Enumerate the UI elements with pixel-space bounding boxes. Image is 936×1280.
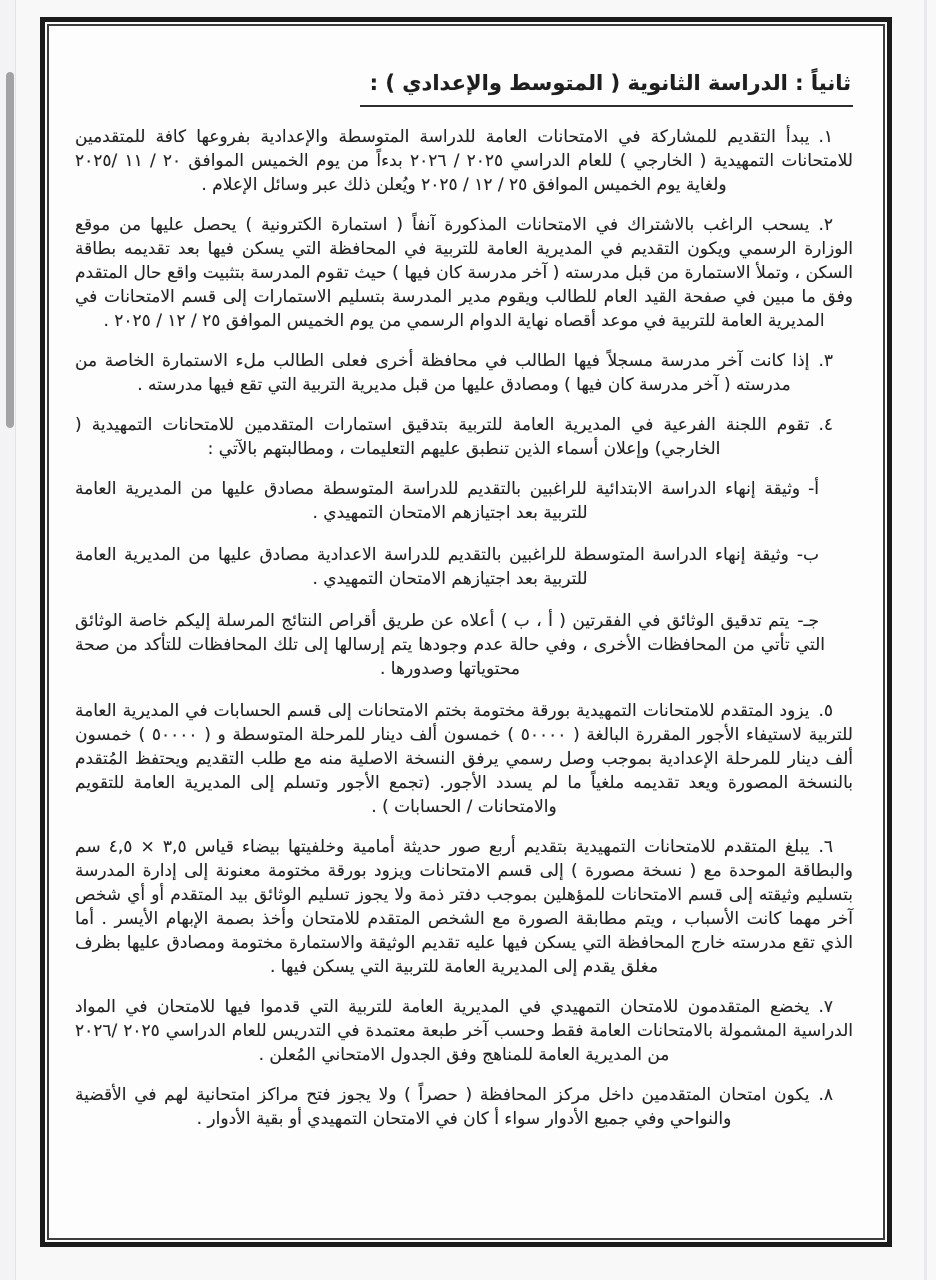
item-2-number: ٢. (818, 215, 833, 235)
item-1-number: ١. (818, 127, 833, 147)
subitem-a-text: وثيقة إنهاء الدراسة الابتدائية للراغبين بالتقديم للدراسة المتوسطة مصادق عليها من المديرية العامة للتربية بعد اجتيازهم الامتحان التمهيدي . (75, 479, 801, 523)
item-6-number: ٦. (818, 837, 833, 857)
document-content (49, 26, 883, 1238)
subitem-j-letter: جـ- (797, 611, 819, 631)
scrollbar-thumb[interactable] (6, 72, 14, 428)
item-5-text: يزود المتقدم للامتحانات التمهيدية بورقة مختومة بختم الامتحانات إلى قسم الحسابات في المديرية العامة للتربية لاستيفاء الأجور المقررة البالغة ( ٥٠٠٠٠ ) خمسون ألف دينار للمرحلة المتوسطة و ( ٥٠٠٠٠ ) خمسون ألف دينار للمرحلة الإعدادية بموجب وصل رسمي يرفق النسخة الاصلية منه مع طلب التقديم ويحتفظ المُتقدم بالنسخة المصورة ويعد تقديمه ملغياً ما لم يسدد الأجور. (تجمع الأجور وتسلم إلى المديرية العامة للتقويم والامتحانات / الحسابات ) . (75, 701, 853, 817)
subitem-b-letter: ب- (796, 545, 819, 565)
list-item-7 (75, 995, 853, 1067)
subitem-a-letter: أ- (808, 479, 819, 499)
item-8-text: يكون امتحان المتقدمين داخل مركز المحافظة ( حصراً ) ولا يجوز فتح مراكز امتحانية لهم في الأقضية والنواحي وفي جميع الأدوار سواء أ كان في الامتحان التمهيدي أو بقية الأدوار . (75, 1085, 810, 1129)
heading-row (75, 68, 853, 125)
item-3-number: ٣. (818, 351, 833, 371)
scrollbar-track[interactable] (0, 0, 16, 1280)
item-7-text: يخضع المتقدمون للامتحان التمهيدي في المديرية العامة للتربية التي قدموا فيها للامتحان في المواد الدراسية المشمولة بالامتحانات العامة فقط وحسب آخر طبعة معتمدة في التدريس للعام الدراسي ٢٠٢٥ /٢٠٢٦ من المديرية العامة للمناهج وفق الجدول الامتحاني المُعلن . (75, 997, 853, 1065)
list-item-2 (75, 213, 853, 333)
item-2-text: يسحب الراغب بالاشتراك في الامتحانات المذكورة آنفاً ( استمارة الكترونية ) يحصل عليها من موقع الوزارة الرسمي ويكون التقديم في المديرية العامة للتربية في المحافظة التي يسكن فيها بعد تقديمه بطاقة السكن ، وتملأ الاستمارة من قبل مدرسته ( آخر مدرسة كان فيها ) حيث تقوم المدرسة بتثبيت واقع حال المتقدم وفق ما مبين في صفحة القيد العام للطالب ويقوم مدير المدرسة بتسليم الاستمارات إلى قسم الامتحانات في المديرية العامة للتربية في موعد أقصاه نهاية الدوام الرسمي من يوم الخميس الموافق ٢٥ / ١٢ / ٢٠٢٥ . (75, 215, 853, 331)
subitem-j-text: يتم تدقيق الوثائق في الفقرتين ( أ ، ب ) أعلاه عن طريق أقراص النتائج المرسلة إليكم خاصة الوثائق التي تأتي من المحافظات الأخرى ، وفي حالة عدم وجودها يتم إرسالها إلى تلك المحافظات للتأكد من صحة محتوياتها وصدورها . (75, 611, 825, 679)
item-3-text: إذا كانت آخر مدرسة مسجلاً فيها الطالب في محافظة أخرى فعلى الطالب ملء الاستمارة الخاصة من مدرسته ( آخر مدرسة كان فيها ) ومصادق عليها من قبل مديرية التربية التي تقع فيها مدرسته . (75, 351, 810, 395)
item-1-text: يبدأ التقديم للمشاركة في الامتحانات العامة للدراسة المتوسطة والإعدادية بفروعها كافة للمتقدمين للامتحانات التمهيدية ( الخارجي ) للعام الدراسي ٢٠٢٥ / ٢٠٢٦ بدءاً من يوم الخميس الموافق ٢٠ / ١١ /٢٠٢٥ ولغاية يوم الخميس الموافق ٢٥ / ١٢ / ٢٠٢٥ ويُعلن ذلك عبر وسائل الإعلام . (75, 127, 853, 195)
list-item-3 (75, 349, 853, 397)
item-7-number: ٧. (818, 997, 833, 1017)
list-subitem-b (75, 543, 825, 591)
scanned-document-inner-border (47, 24, 885, 1240)
list-item-4 (75, 413, 853, 461)
list-item-8 (75, 1083, 853, 1131)
scanned-document-frame (40, 17, 892, 1247)
list-item-6 (75, 835, 853, 979)
page-edge-shadow (924, 0, 927, 1280)
list-subitem-j (75, 609, 825, 681)
item-4-number: ٤. (818, 415, 833, 435)
section-heading: ثانياً : الدراسة الثانوية ( المتوسط والإعدادي ) : (360, 68, 853, 107)
item-5-number: ٥. (818, 701, 833, 721)
item-6-text: يبلغ المتقدم للامتحانات التمهيدية بتقديم أربع صور حديثة أمامية وخلفيتها بيضاء قياس ٣,٥ × ٤,٥ سم والبطاقة الموحدة مع ( نسخة مصورة ) إلى قسم الامتحانات ويزود بورقة مختومة معنونة إلى إدارة المدرسة بتسليم وثيقته إلى قسم الامتحانات للمؤهلين بموجب دفتر ذمة ولا يجوز تسليم الوثائق بيد المتقدم أو أي شخص آخر مهما كانت الأسباب ، ويتم مطابقة الصورة مع الشخص المتقدم للامتحان وأخذ بصمة الإبهام الأيسر . أما الذي تقع مدرسته خارج المحافظة التي يسكن فيها عليه تقديم الوثيقة والاستمارة مختومة ومصادق عليها بظرف مغلق يقدم إلى المديرية العامة للتربية التي يسكن فيها . (75, 837, 853, 977)
subitem-b-text: وثيقة إنهاء الدراسة المتوسطة للراغبين بالتقديم للدراسة الاعدادية مصادق عليها من المديرية العامة للتربية بعد اجتيازهم الامتحان التمهيدي . (75, 545, 789, 589)
list-item-1 (75, 125, 853, 197)
item-4-text: تقوم اللجنة الفرعية في المديرية العامة للتربية بتدقيق استمارات المتقدمين للامتحانات التمهيدية ( الخارجي) وإعلان أسماء الذين تنطبق عليهم التعليمات ، ومطالبتهم بالآتي : (75, 415, 810, 459)
item-8-number: ٨. (818, 1085, 833, 1105)
list-item-5 (75, 699, 853, 819)
list-subitem-a (75, 477, 825, 525)
